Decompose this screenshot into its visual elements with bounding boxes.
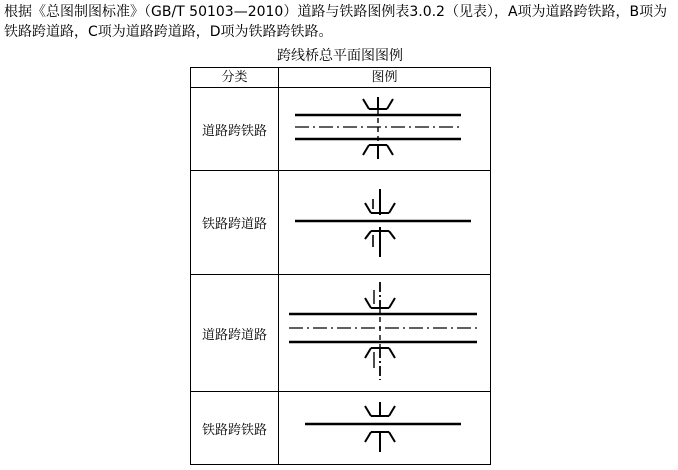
table-row <box>191 88 491 171</box>
table-row <box>191 171 491 275</box>
row-category: 道路跨铁路 <box>191 88 279 171</box>
railway-over-railway-symbol <box>285 394 485 462</box>
row-symbol-cell <box>279 88 491 171</box>
table-row <box>191 275 491 392</box>
row-symbol-cell <box>279 171 491 275</box>
legend-table <box>190 67 491 465</box>
row-symbol-cell <box>279 275 491 392</box>
row-category: 铁路跨铁路 <box>191 392 279 465</box>
railway-over-road-symbol <box>285 175 485 271</box>
table-row <box>191 392 491 465</box>
header-legend: 图例 <box>279 68 491 88</box>
row-symbol-cell <box>279 392 491 465</box>
row-category: 铁路跨道路 <box>191 171 279 275</box>
row-category: 道路跨道路 <box>191 275 279 392</box>
table-title: 跨线桥总平面图图例 <box>277 48 403 64</box>
road-over-railway-symbol <box>285 89 485 169</box>
header-category: 分类 <box>191 68 279 88</box>
question-text: 根据《总图制图标准》（GB/T 50103—2010）道路与铁路图例表3.0.2（见表），A项为道路跨铁路，B项为铁路跨道路，C项为道路跨道路，D项为铁路跨铁路。 <box>4 4 668 40</box>
road-over-road-symbol <box>285 278 485 388</box>
table-header-row <box>191 68 491 88</box>
